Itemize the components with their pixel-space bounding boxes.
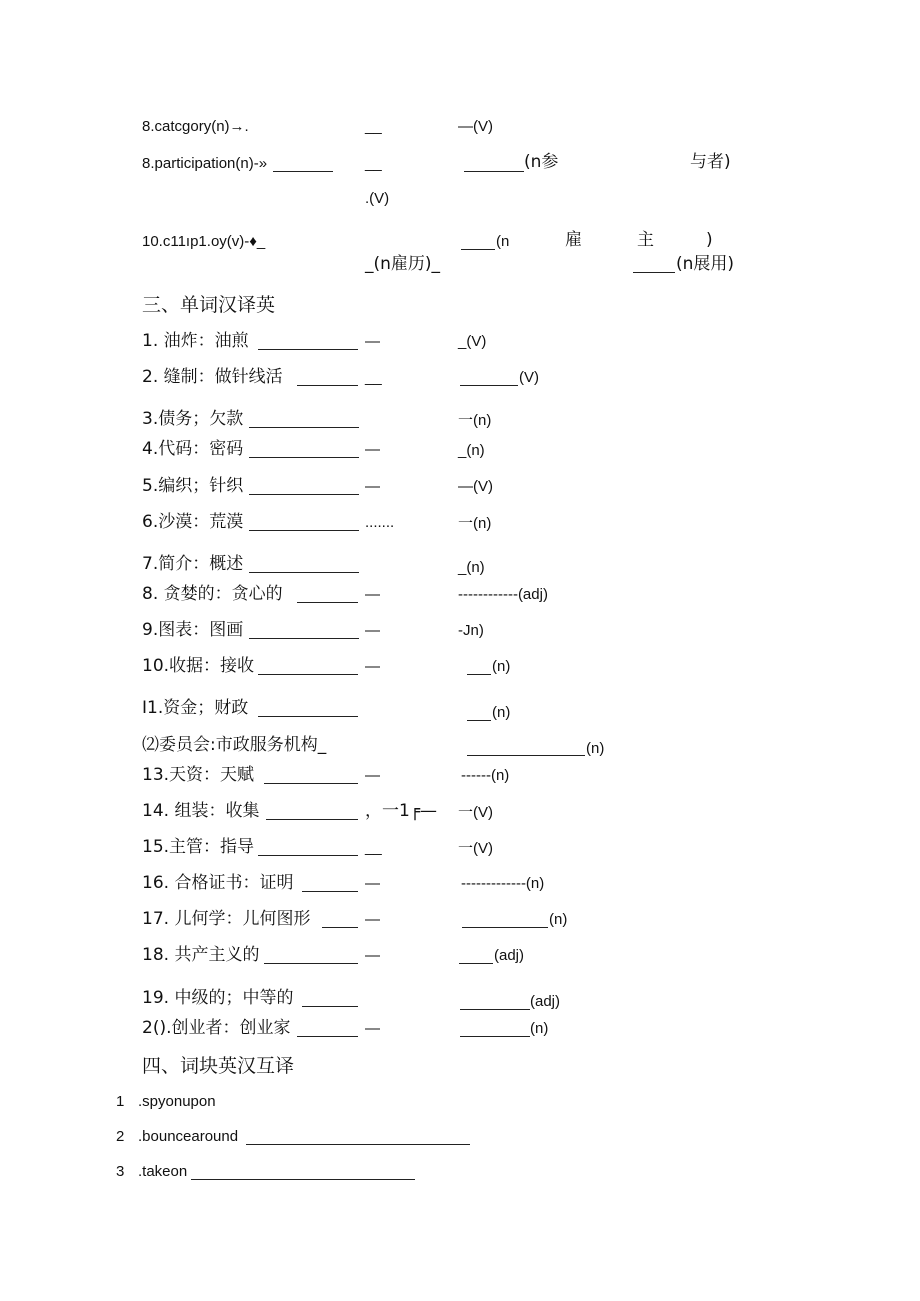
phrase-number: 1 — [116, 1093, 125, 1110]
vocab-item-dash: — — [365, 622, 380, 639]
item-10-employer-close: ) — [706, 230, 713, 250]
answer-blank[interactable] — [249, 530, 359, 531]
answer-blank[interactable] — [467, 720, 491, 721]
vocab-item-dash: — — [365, 1020, 380, 1037]
answer-blank[interactable] — [249, 572, 359, 573]
answer-blank[interactable] — [258, 855, 358, 856]
item-10-employer-char1: 雇 — [565, 230, 582, 250]
answer-blank[interactable] — [461, 249, 495, 250]
vocab-item-label: 18. 共产主义的 — [142, 945, 260, 965]
vocab-item-dash: — — [365, 441, 380, 458]
vocab-item-dash: __ — [365, 839, 382, 856]
phrase-text: .bouncearound — [138, 1128, 239, 1145]
answer-blank[interactable] — [460, 385, 518, 386]
answer-blank[interactable] — [464, 171, 524, 172]
vocab-item-pos: 一(n) — [458, 515, 492, 532]
answer-blank[interactable] — [249, 457, 359, 458]
vocab-item-dash: — — [365, 658, 380, 675]
vocab-item-pos: ------(n) — [461, 767, 510, 784]
vocab-item-pos: _(n) — [458, 442, 485, 459]
vocab-item-label: ⑵委员会:市政服务机构_ — [142, 735, 327, 755]
item-8-category-pos: —(V) — [458, 118, 493, 135]
answer-blank[interactable] — [297, 1036, 358, 1037]
answer-blank[interactable] — [302, 891, 358, 892]
vocab-item-pos: -Jn) — [458, 622, 484, 639]
vocab-item-pos: (adj) — [494, 947, 525, 964]
vocab-item-dash: — — [365, 767, 380, 784]
answer-blank[interactable] — [297, 602, 358, 603]
answer-blank[interactable] — [460, 1009, 530, 1010]
vocab-item-dash: ，一1╒— — [365, 801, 438, 821]
answer-blank[interactable] — [297, 385, 358, 386]
answer-blank[interactable] — [264, 963, 358, 964]
vocab-item-dash: — — [365, 586, 380, 603]
vocab-item-dash: — — [365, 911, 380, 928]
vocab-item-label: 15.主管：指导 — [142, 837, 255, 857]
vocab-item-label: 5.编织；针织 — [142, 476, 244, 496]
vocab-item-label: 3.债务；欠款 — [142, 409, 244, 429]
vocab-item-label: 8. 贪婪的：贪心的 — [142, 584, 283, 604]
item-10-employee: (n展用) — [676, 254, 735, 274]
answer-blank[interactable] — [467, 755, 585, 756]
vocab-item-pos: (n) — [492, 658, 511, 675]
answer-blank[interactable] — [249, 494, 359, 495]
vocab-item-pos: _(V) — [458, 333, 487, 350]
answer-blank[interactable] — [258, 716, 358, 717]
vocab-item-pos: _(n) — [458, 559, 485, 576]
vocab-item-label: 19. 中级的；中等的 — [142, 988, 294, 1008]
vocab-item-dash: __ — [365, 369, 382, 386]
item-10-employer-open: (n — [496, 233, 510, 250]
item-8-participation-meaning: (n参 — [524, 152, 559, 172]
vocab-item-pos: (n) — [586, 740, 605, 757]
phrase-text: .takeon — [138, 1163, 188, 1180]
answer-blank[interactable] — [460, 1036, 530, 1037]
vocab-item-pos: -------------(n) — [461, 875, 545, 892]
vocab-item-dash: ....... — [365, 514, 395, 531]
vocab-item-pos: (V) — [519, 369, 539, 386]
vocab-item-label: 1. 油炸：油煎 — [142, 331, 249, 351]
answer-blank[interactable] — [258, 349, 358, 350]
answer-blank[interactable] — [273, 171, 333, 172]
vocab-item-label: 14. 组装：收集 — [142, 801, 260, 821]
answer-blank[interactable] — [302, 1006, 358, 1007]
answer-blank[interactable] — [459, 963, 493, 964]
item-10-employ-word: 10.c11ıp1.oy(v)-♦_ — [142, 233, 266, 250]
vocab-item-pos: ------------(adj) — [458, 586, 548, 603]
vocab-item-dash: — — [365, 478, 380, 495]
vocab-item-dash: — — [365, 333, 380, 350]
vocab-item-label: 7.简介：概述 — [142, 554, 244, 574]
vocab-item-label: 9.图表：图画 — [142, 620, 244, 640]
vocab-item-pos: 一(V) — [458, 804, 493, 821]
vocab-item-label: 17. 儿何学：儿何图形 — [142, 909, 311, 929]
item-8-participation-meaning-end: 与者) — [690, 152, 731, 172]
vocab-item-pos: 一(n) — [458, 412, 492, 429]
vocab-item-label: 2. 缝制：做针线活 — [142, 367, 283, 387]
vocab-item-dash: — — [365, 947, 380, 964]
vocab-item-pos: —(V) — [458, 478, 493, 495]
vocab-item-pos: 一(V) — [458, 840, 493, 857]
vocab-item-label: 6.沙漠：荒漠 — [142, 512, 244, 532]
section-three-title: 三、单词汉译英 — [142, 294, 276, 316]
answer-blank[interactable] — [467, 674, 491, 675]
item-8-participation-word: 8.participation(n)-» — [142, 155, 268, 172]
vocab-item-label: I1.资金；财政 — [142, 698, 249, 718]
answer-blank[interactable] — [633, 272, 675, 273]
vocab-item-pos: (n) — [530, 1020, 549, 1037]
item-8-participation-dash: __ — [365, 155, 382, 172]
vocab-item-pos: (adj) — [530, 993, 561, 1010]
section-four-title: 四、词块英汉互译 — [142, 1055, 295, 1077]
item-10-employer-char2: 主 — [637, 230, 654, 250]
vocab-item-label: 16. 合格证书：证明 — [142, 873, 294, 893]
answer-blank[interactable] — [249, 427, 359, 428]
answer-blank[interactable] — [191, 1179, 415, 1180]
answer-blank[interactable] — [266, 819, 358, 820]
item-10-employment: _(n雇历)_ — [365, 254, 441, 274]
vocab-item-label: 2().创业者：创业家 — [142, 1018, 291, 1038]
phrase-number: 3 — [116, 1163, 125, 1180]
phrase-text: .spyonupon — [138, 1093, 216, 1110]
vocab-item-label: 4.代码：密码 — [142, 439, 244, 459]
answer-blank[interactable] — [249, 638, 359, 639]
answer-blank[interactable] — [462, 927, 548, 928]
item-8-category-word: 8.catcgory(n)→. — [142, 118, 249, 135]
item-8-participation-verb: .(V) — [365, 190, 390, 207]
answer-blank[interactable] — [258, 674, 358, 675]
answer-blank[interactable] — [322, 927, 358, 928]
vocab-item-dash: — — [365, 875, 380, 892]
answer-blank[interactable] — [246, 1144, 470, 1145]
vocab-item-pos: (n) — [492, 704, 511, 721]
phrase-number: 2 — [116, 1128, 125, 1145]
vocab-item-label: 13.天资：天赋 — [142, 765, 255, 785]
vocab-item-label: 10.收据：接收 — [142, 656, 255, 676]
answer-blank[interactable] — [264, 783, 358, 784]
item-8-category-dash: __ — [365, 118, 382, 135]
vocab-item-pos: (n) — [549, 911, 568, 928]
